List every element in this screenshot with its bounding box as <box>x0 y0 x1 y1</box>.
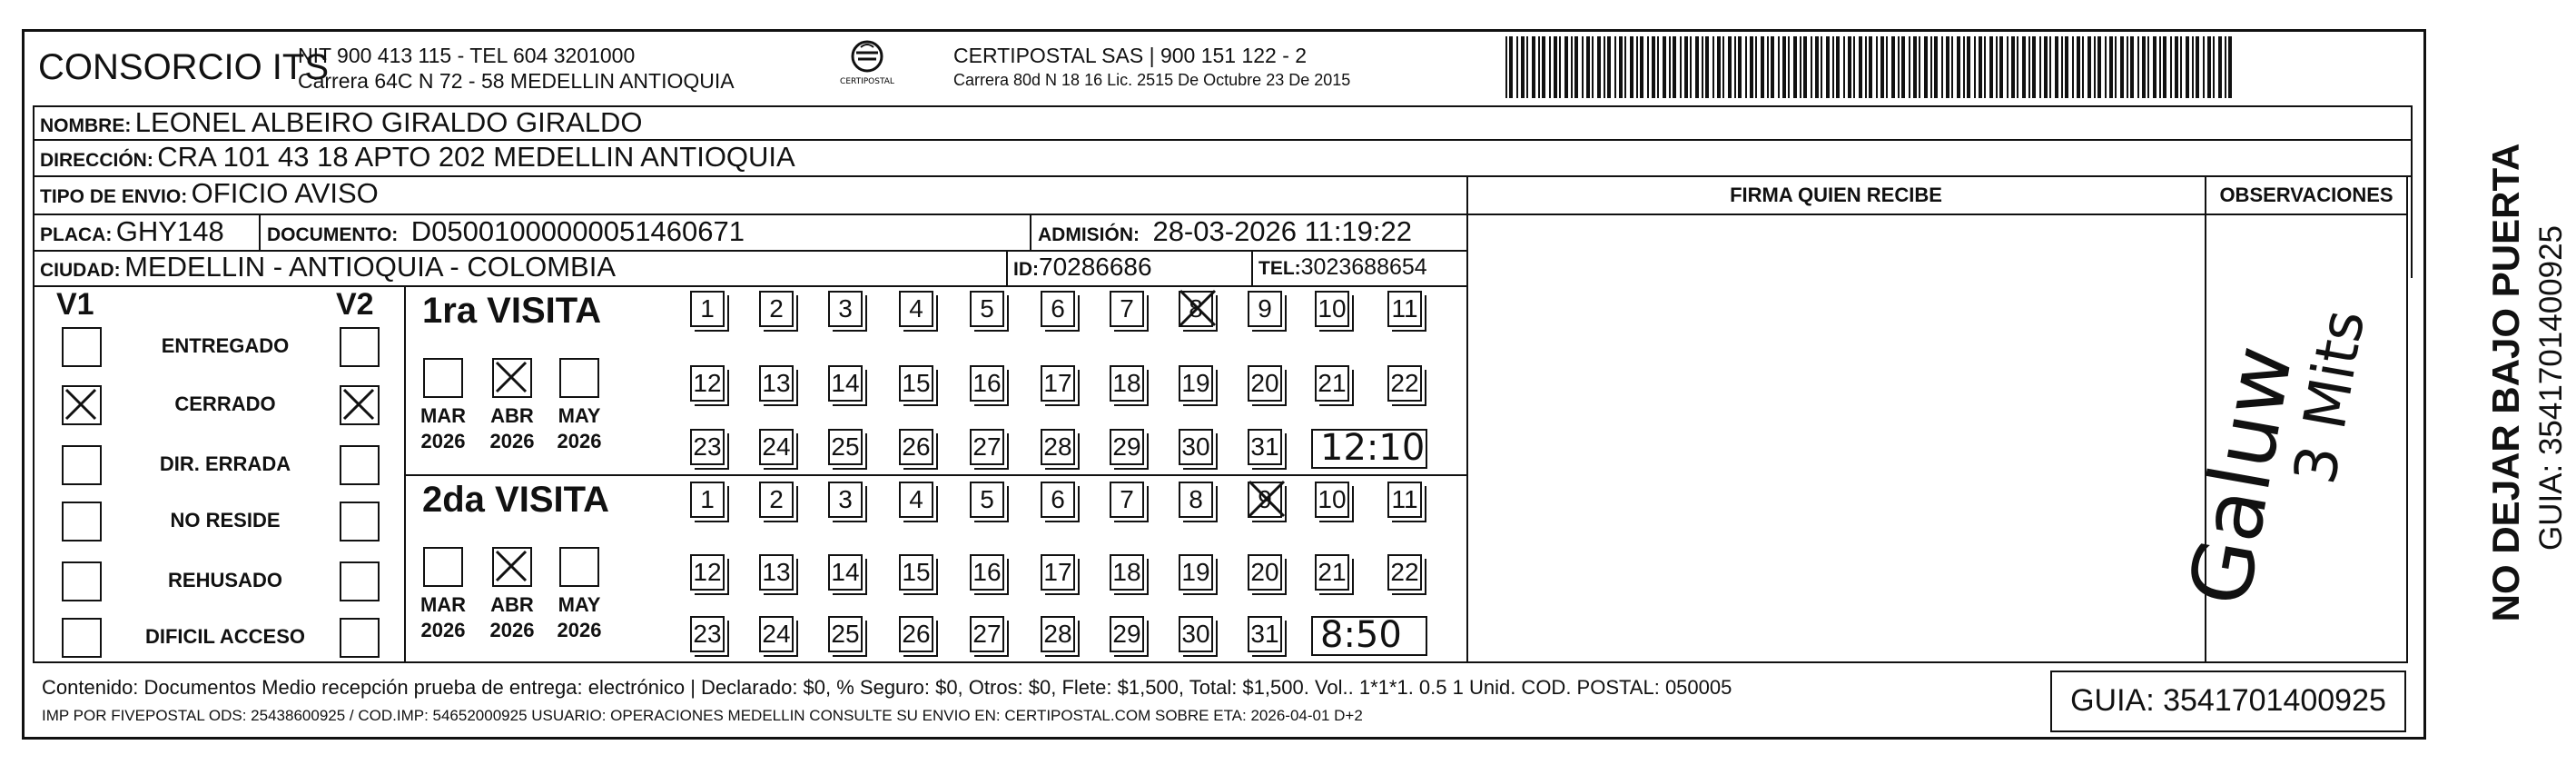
certipostal-info: CERTIPOSTAL SAS | 900 151 122 - 2 <box>953 44 1308 67</box>
day-box[interactable]: 8 <box>1179 291 1213 327</box>
v1-checkbox[interactable] <box>62 445 102 485</box>
footer-line1: Contenido: Documentos Medio recepción prueba de entrega: electrónico | Declarado: $0, % Seguro: $0, Otros: $0, Flete: $1,500, Total: $1,500. Vol.. 1*1*1. 0.5 1 Unid. COD. POSTAL: 050005 <box>42 676 1732 699</box>
field-rule <box>33 175 2412 177</box>
company-name: CONSORCIO ITS <box>38 47 330 87</box>
month-label: MAY <box>558 593 601 616</box>
day-box[interactable]: 14 <box>828 365 863 402</box>
nombre-label: NOMBRE: <box>40 115 132 136</box>
field-rule <box>2411 105 2413 278</box>
certipostal-address: Carrera 80d N 18 16 Lic. 2515 De Octubre 23 De 2015 <box>953 71 1351 89</box>
footer-guia: GUIA: 3541701400925 <box>2070 683 2386 718</box>
check-x-icon <box>339 384 379 424</box>
v2-checkbox[interactable] <box>340 385 380 425</box>
day-box[interactable]: 6 <box>1041 291 1075 327</box>
id-value: 70286686 <box>1039 253 1152 281</box>
visit-time: 8:50 <box>1320 614 1402 656</box>
day-box[interactable]: 25 <box>828 616 863 652</box>
day-box[interactable]: 1 <box>690 291 725 327</box>
month-year: 2026 <box>557 430 602 452</box>
status-label: ENTREGADO <box>161 334 290 357</box>
section-rule <box>404 285 406 661</box>
company-address: Carrera 64C N 72 - 58 MEDELLIN ANTIOQUIA <box>298 69 735 93</box>
observaciones-header: OBSERVACIONES <box>2219 184 2393 206</box>
month-checkbox[interactable] <box>559 358 599 398</box>
ciudad-value: MEDELLIN - ANTIOQUIA - COLOMBIA <box>124 251 616 283</box>
section-rule <box>33 661 2408 663</box>
placa-label: PLACA: <box>40 224 113 245</box>
day-box[interactable]: 26 <box>899 429 933 465</box>
nombre-value: LEONEL ALBEIRO GIRALDO GIRALDO <box>134 106 643 138</box>
day-box[interactable]: 27 <box>970 616 1004 652</box>
day-box[interactable]: 23 <box>690 616 725 652</box>
admision-row <box>1038 215 1412 248</box>
day-box[interactable]: 5 <box>970 291 1004 327</box>
day-box[interactable]: 3 <box>828 291 863 327</box>
day-box[interactable]: 6 <box>1041 482 1075 518</box>
field-rule <box>1251 250 1253 285</box>
day-box[interactable]: 5 <box>970 482 1004 518</box>
day-box[interactable]: 19 <box>1179 365 1213 402</box>
v1-checkbox[interactable] <box>62 618 102 658</box>
direccion-label: DIRECCIÓN: <box>40 150 153 171</box>
status-label: CERRADO <box>174 392 276 415</box>
month-label: MAR <box>419 593 467 616</box>
day-box[interactable]: 3 <box>828 482 863 518</box>
day-box[interactable]: 17 <box>1041 554 1075 591</box>
placa-row <box>40 215 224 248</box>
check-x-icon <box>1175 285 1220 331</box>
month-label: ABR <box>490 593 534 616</box>
status-label: DIR. ERRADA <box>159 452 291 475</box>
direccion-value: CRA 101 43 18 APTO 202 MEDELLIN ANTIOQUIA <box>157 141 795 173</box>
day-box[interactable]: 13 <box>759 365 794 402</box>
day-box[interactable]: 7 <box>1110 482 1144 518</box>
month-checkbox[interactable] <box>492 547 532 587</box>
day-box[interactable]: 21 <box>1315 365 1349 402</box>
side-guia: GUIA: 3541701400925 <box>2533 224 2569 551</box>
admision-label: ADMISIÓN: <box>1038 224 1140 245</box>
ciudad-row <box>40 251 616 283</box>
day-box[interactable]: 18 <box>1110 554 1144 591</box>
status-label: NO RESIDE <box>170 509 281 532</box>
field-rule <box>1006 250 1008 285</box>
barcode <box>1505 36 2234 98</box>
v1-checkbox[interactable] <box>62 561 102 601</box>
day-box[interactable]: 25 <box>828 429 863 465</box>
visit-title: 1ra VISITA <box>422 291 602 331</box>
documento-label: DOCUMENTO: <box>267 224 399 245</box>
day-box[interactable]: 7 <box>1110 291 1144 327</box>
month-year: 2026 <box>420 619 466 641</box>
field-rule <box>1466 175 1468 661</box>
day-box[interactable]: 9 <box>1248 291 1282 327</box>
month-year: 2026 <box>557 619 602 641</box>
check-x-icon <box>491 357 531 397</box>
day-box[interactable]: 14 <box>828 554 863 591</box>
observacion-handwriting-1: Galuw <box>2170 338 2312 613</box>
field-rule <box>33 285 1467 287</box>
direccion-row <box>40 141 795 174</box>
day-box[interactable]: 9 <box>1248 482 1282 518</box>
v2-checkbox[interactable] <box>340 561 380 601</box>
day-box[interactable]: 30 <box>1179 429 1213 465</box>
side-warning: NO DEJAR BAJO PUERTA <box>2484 143 2527 622</box>
v2-checkbox[interactable] <box>340 502 380 541</box>
tel-value: 3023688654 <box>1300 254 1427 280</box>
documento-row <box>267 215 745 248</box>
day-box[interactable]: 22 <box>1387 554 1422 591</box>
check-x-icon <box>61 384 101 424</box>
month-year: 2026 <box>489 619 535 641</box>
tel-label: TEL: <box>1258 258 1301 279</box>
v2-label: V2 <box>336 287 374 322</box>
day-box[interactable]: 15 <box>899 365 933 402</box>
day-box[interactable]: 11 <box>1387 291 1422 327</box>
tel-row <box>1258 254 1427 281</box>
day-box[interactable]: 20 <box>1248 554 1282 591</box>
firma-header: FIRMA QUIEN RECIBE <box>1730 184 1942 206</box>
id-label: ID: <box>1013 259 1039 280</box>
placa-value: GHY148 <box>115 215 224 247</box>
month-year: 2026 <box>420 430 466 452</box>
day-box[interactable]: 2 <box>759 291 794 327</box>
day-box[interactable]: 27 <box>970 429 1004 465</box>
day-box[interactable]: 30 <box>1179 616 1213 652</box>
day-box[interactable]: 4 <box>899 291 933 327</box>
v1-checkbox[interactable] <box>62 327 102 367</box>
status-label: REHUSADO <box>168 569 282 591</box>
visit-time-box <box>1311 429 1427 469</box>
v1-checkbox[interactable] <box>62 502 102 541</box>
certipostal-logo <box>831 36 903 100</box>
month-checkbox[interactable] <box>423 547 463 587</box>
v1-label: V1 <box>56 287 94 322</box>
month-checkbox[interactable] <box>559 547 599 587</box>
footer-line2: IMP POR FIVEPOSTAL ODS: 25438600925 / COD.IMP: 54652000925 USUARIO: OPERACIONES MEDELLIN CONSULTE SU ENVIO EN: CERTIPOSTAL.COM SOBRE ETA: 2026-04-01 D+2 <box>42 707 1363 724</box>
visit-title: 2da VISITA <box>422 480 609 520</box>
day-box[interactable]: 24 <box>759 616 794 652</box>
day-box[interactable]: 8 <box>1179 482 1213 518</box>
check-x-icon <box>1244 476 1289 522</box>
status-label: DIFICIL ACCESO <box>144 625 305 648</box>
ciudad-label: CIUDAD: <box>40 260 121 281</box>
section-rule <box>404 474 1466 476</box>
v2-checkbox[interactable] <box>340 445 380 485</box>
field-rule <box>259 214 261 250</box>
day-box[interactable]: 12 <box>690 365 725 402</box>
day-box[interactable]: 29 <box>1110 616 1144 652</box>
day-box[interactable]: 22 <box>1387 365 1422 402</box>
month-label: MAR <box>419 404 467 427</box>
tipo-label: TIPO DE ENVIO: <box>40 186 188 207</box>
month-checkbox[interactable] <box>423 358 463 398</box>
day-box[interactable]: 28 <box>1041 429 1075 465</box>
day-box[interactable]: 16 <box>970 365 1004 402</box>
day-box[interactable]: 12 <box>690 554 725 591</box>
svg-text:CERTIPOSTAL: CERTIPOSTAL <box>840 77 894 86</box>
admision-value: 28-03-2026 11:19:22 <box>1152 215 1413 247</box>
v1-checkbox[interactable] <box>62 385 102 425</box>
day-box[interactable]: 31 <box>1248 429 1282 465</box>
day-box[interactable]: 26 <box>899 616 933 652</box>
day-box[interactable]: 2 <box>759 482 794 518</box>
nombre-row <box>40 106 643 139</box>
tipo-value: OFICIO AVISO <box>191 177 379 209</box>
day-box[interactable]: 24 <box>759 429 794 465</box>
company-nit: NIT 900 413 115 - TEL 604 3201000 <box>298 44 636 67</box>
day-box[interactable]: 29 <box>1110 429 1144 465</box>
documento-value: D05001000000051460671 <box>410 215 745 247</box>
field-rule <box>2406 175 2408 661</box>
day-box[interactable]: 1 <box>690 482 725 518</box>
field-rule <box>1030 214 1031 250</box>
day-box[interactable]: 10 <box>1315 291 1349 327</box>
day-box[interactable]: 4 <box>899 482 933 518</box>
month-label: MAY <box>558 404 601 427</box>
day-box[interactable]: 18 <box>1110 365 1144 402</box>
v2-checkbox[interactable] <box>340 327 380 367</box>
day-box[interactable]: 31 <box>1248 616 1282 652</box>
day-box[interactable]: 28 <box>1041 616 1075 652</box>
check-x-icon <box>491 546 531 586</box>
visit-time: 12:10 <box>1320 427 1426 469</box>
day-box[interactable]: 17 <box>1041 365 1075 402</box>
day-box[interactable]: 16 <box>970 554 1004 591</box>
day-box[interactable]: 15 <box>899 554 933 591</box>
month-label: ABR <box>490 404 534 427</box>
day-box[interactable]: 23 <box>690 429 725 465</box>
id-row <box>1013 253 1152 282</box>
month-checkbox[interactable] <box>492 358 532 398</box>
day-box[interactable]: 11 <box>1387 482 1422 518</box>
side-vertical-text <box>2433 138 2569 643</box>
observacion-handwriting-2: 3 Mits <box>2282 304 2379 490</box>
v2-checkbox[interactable] <box>340 618 380 658</box>
field-rule <box>33 105 35 661</box>
tipo-row <box>40 177 379 210</box>
day-box[interactable]: 19 <box>1179 554 1213 591</box>
day-box[interactable]: 21 <box>1315 554 1349 591</box>
day-box[interactable]: 10 <box>1315 482 1349 518</box>
month-year: 2026 <box>489 430 535 452</box>
day-box[interactable]: 20 <box>1248 365 1282 402</box>
day-box[interactable]: 13 <box>759 554 794 591</box>
visit-time-box <box>1311 616 1427 656</box>
